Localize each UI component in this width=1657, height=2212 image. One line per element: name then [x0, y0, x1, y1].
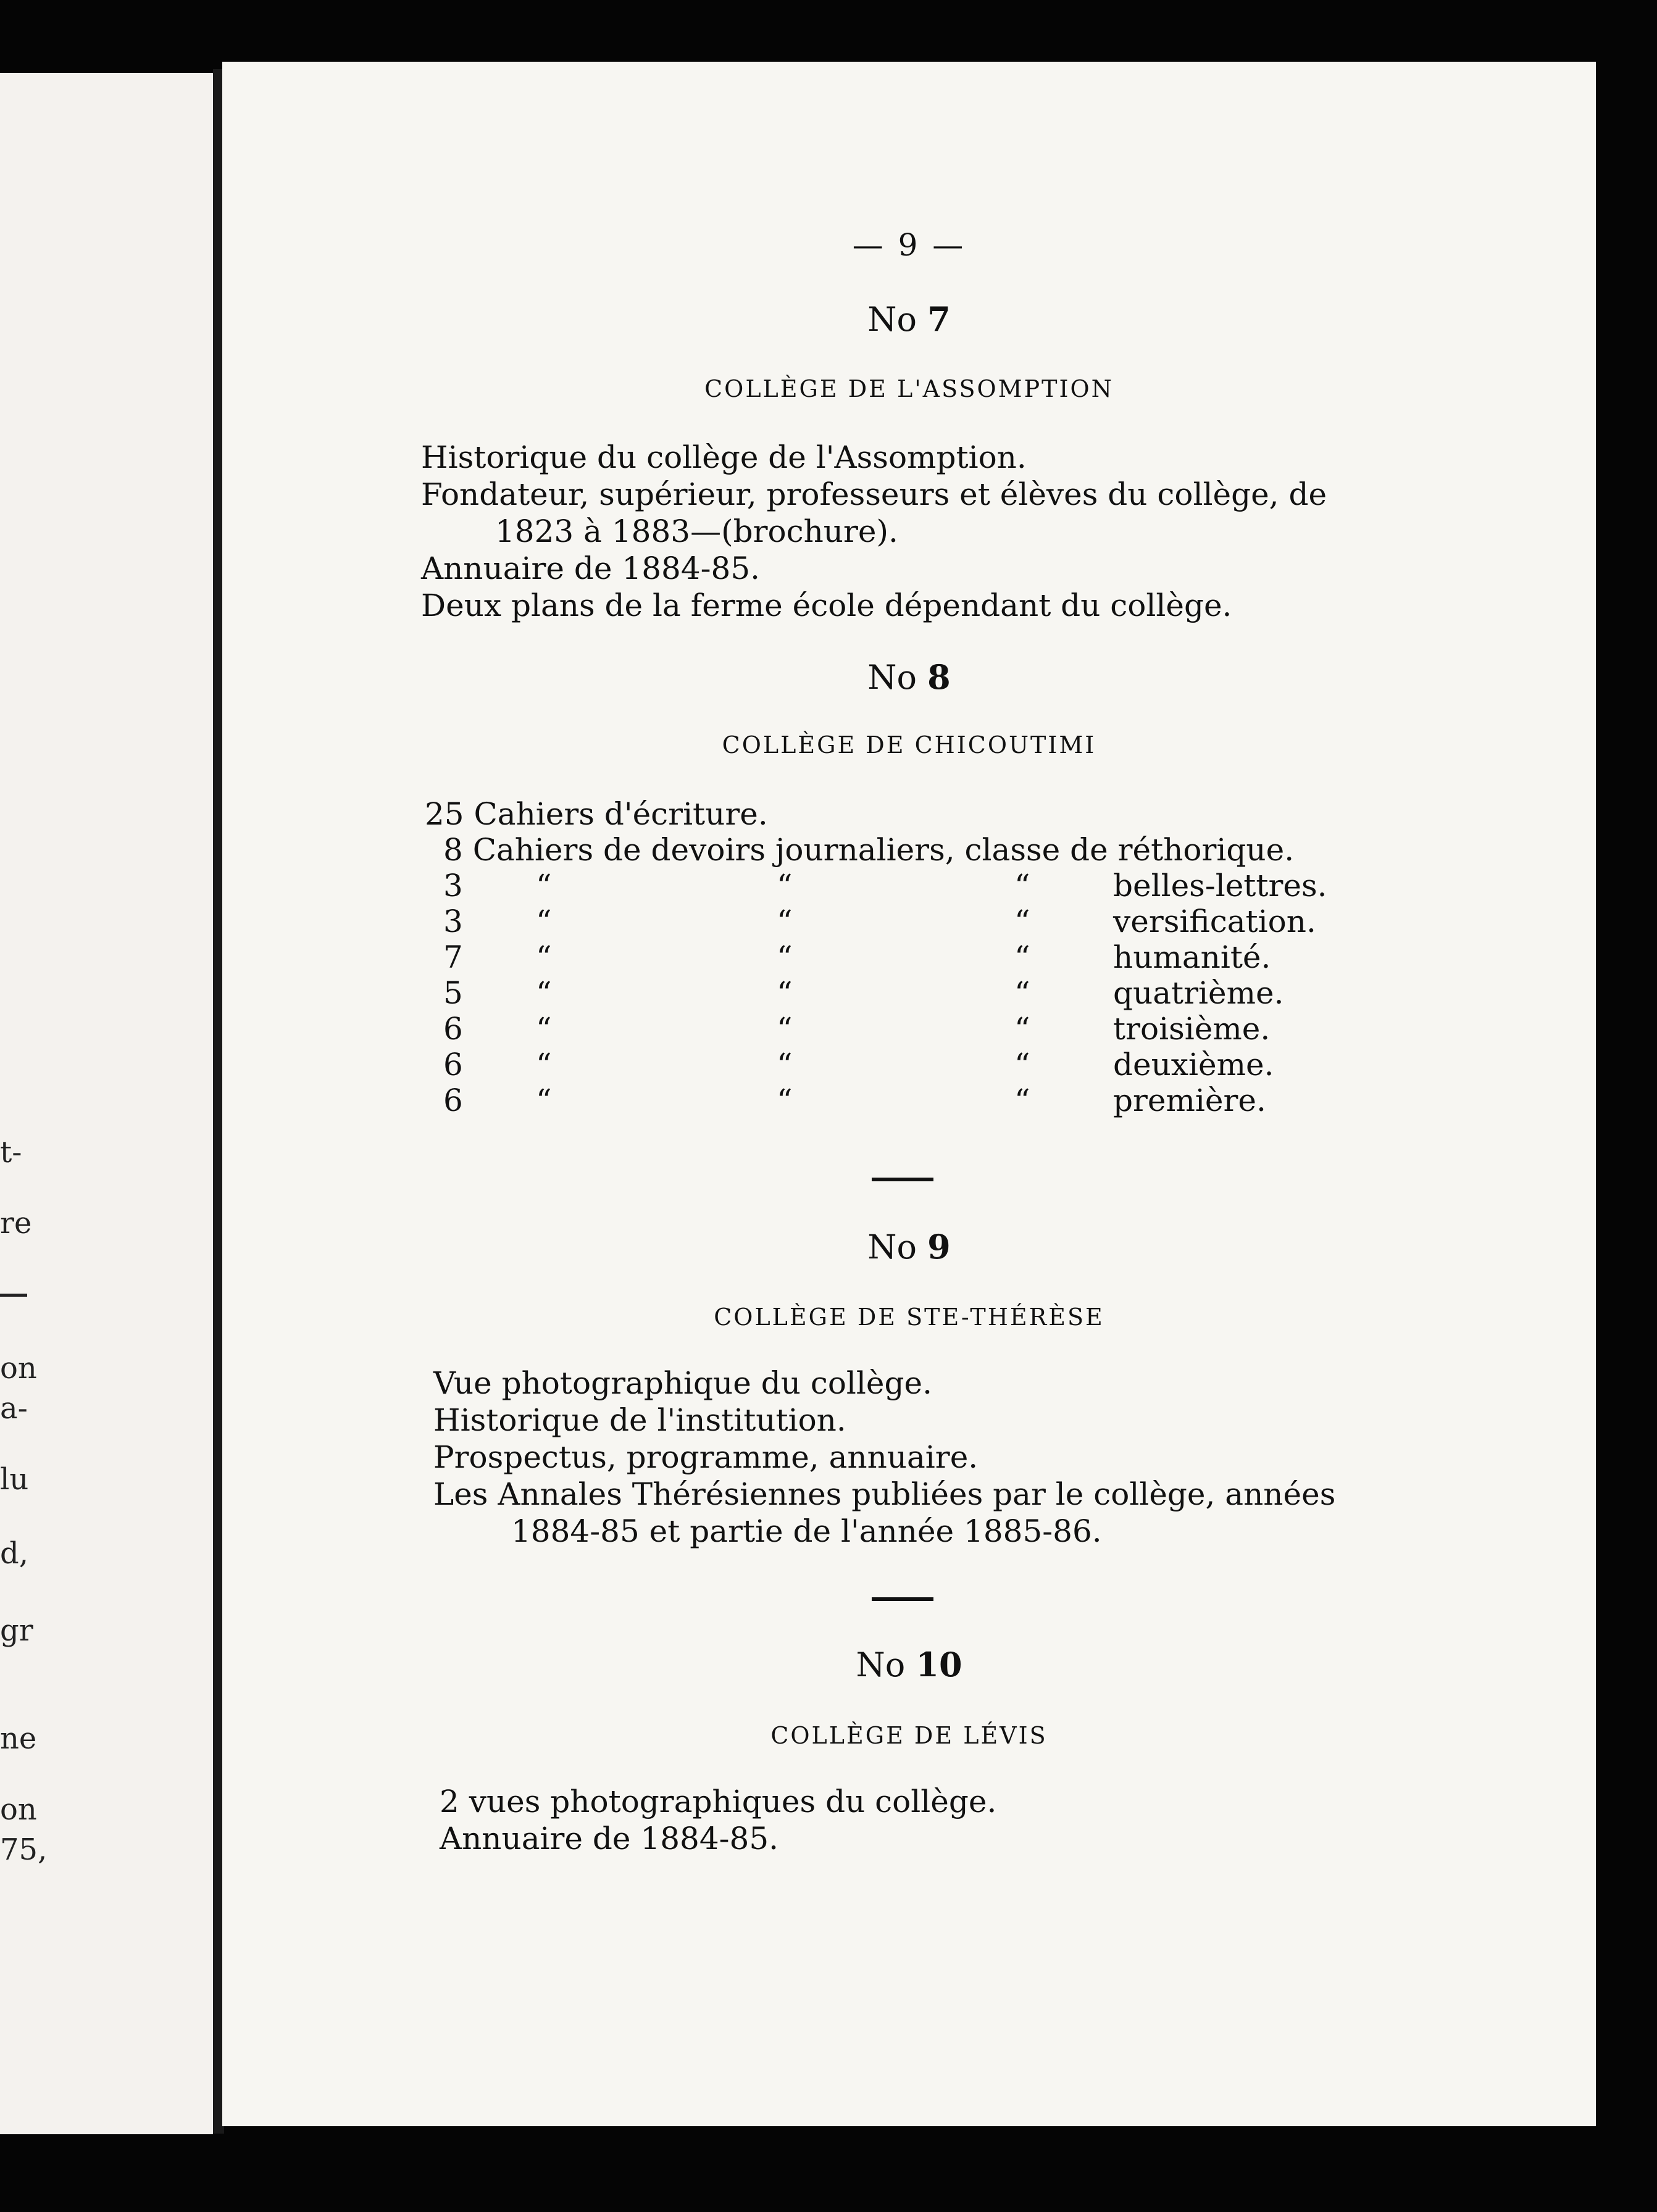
section-no-value: 8 — [927, 657, 951, 697]
left-page-fragment: d, — [0, 1536, 28, 1571]
list-item: Les Annales Thérésiennes publiées par le collège, années — [433, 1476, 1336, 1512]
left-page-fragment: t- — [0, 1135, 22, 1170]
ditto-mark: “ — [777, 1083, 793, 1118]
table-class: quatrième. — [1113, 975, 1284, 1011]
table-count: 7 — [443, 939, 463, 975]
document-page — [222, 62, 1596, 2126]
left-facing-page — [0, 73, 213, 2134]
left-page-fragment: gr — [0, 1613, 33, 1648]
list-item-continuation: 1823 à 1883—(brochure). — [495, 514, 898, 549]
ditto-mark: “ — [1014, 1011, 1030, 1047]
left-page-fragment: a- — [0, 1391, 28, 1426]
ditto-mark: “ — [777, 1011, 793, 1047]
table-count: 3 — [443, 868, 463, 904]
college-heading: COLLÈGE DE L'ASSOMPTION — [704, 375, 1114, 402]
ditto-mark: “ — [1014, 1047, 1030, 1083]
section-no-prefix: No — [867, 300, 917, 339]
ditto-mark: “ — [536, 939, 552, 975]
ditto-mark: “ — [1014, 868, 1030, 904]
section-no-value: 7 — [927, 299, 951, 339]
left-page-rule — [0, 1294, 27, 1297]
left-page-fragment: on — [0, 1351, 37, 1386]
list-item: Deux plans de la ferme école dépendant du collège. — [421, 588, 1232, 623]
list-item: Fondateur, supérieur, professeurs et élèves du collège, de — [421, 476, 1327, 512]
list-item: Historique du collège de l'Assomption. — [421, 439, 1027, 475]
ditto-mark: “ — [1014, 1083, 1030, 1118]
ditto-mark: “ — [536, 904, 552, 939]
table-count: 5 — [443, 975, 463, 1011]
table-count: 6 — [443, 1011, 463, 1047]
college-heading: COLLÈGE DE CHICOUTIMI — [722, 731, 1096, 759]
list-item: Annuaire de 1884-85. — [421, 551, 761, 586]
ditto-mark: “ — [536, 1083, 552, 1118]
ditto-mark: “ — [536, 1047, 552, 1083]
section-no-prefix: No — [867, 1228, 917, 1266]
list-item: Prospectus, programme, annuaire. — [433, 1439, 979, 1475]
ditto-mark: “ — [777, 939, 793, 975]
section-number-9 — [222, 1227, 1596, 1266]
table-class: deuxième. — [1113, 1047, 1274, 1083]
list-item: Annuaire de 1884-85. — [440, 1821, 779, 1856]
ditto-mark: “ — [1014, 939, 1030, 975]
ditto-mark: “ — [777, 868, 793, 904]
left-page-fragment: on — [0, 1792, 37, 1827]
table-count: 3 — [443, 904, 463, 939]
ditto-mark: “ — [777, 904, 793, 939]
list-item: 2 vues photographiques du collège. — [440, 1784, 997, 1819]
section-divider — [872, 1597, 933, 1601]
section-no-value: 10 — [916, 1645, 962, 1684]
table-class: première. — [1113, 1083, 1266, 1118]
table-class: humanité. — [1113, 939, 1271, 975]
ditto-mark: “ — [536, 1011, 552, 1047]
section-number-10 — [222, 1645, 1596, 1684]
list-item: 8 Cahiers de devoirs journaliers, classe de réthorique. — [443, 832, 1295, 868]
section-no-prefix: No — [867, 658, 917, 697]
ditto-mark: “ — [536, 868, 552, 904]
page-number: — 9 — — [852, 227, 966, 263]
left-page-fragment: 75, — [0, 1832, 48, 1867]
section-no-prefix: No — [856, 1645, 906, 1684]
college-heading: COLLÈGE DE STE-THÉRÈSE — [714, 1304, 1104, 1331]
ditto-mark: “ — [777, 975, 793, 1011]
left-page-fragment: ne — [0, 1721, 37, 1756]
list-item: 25 Cahiers d'écriture. — [425, 796, 768, 832]
section-no-value: 9 — [927, 1227, 951, 1266]
table-count: 6 — [443, 1047, 463, 1083]
list-item-continuation: 1884-85 et partie de l'année 1885-86. — [511, 1513, 1102, 1549]
ditto-mark: “ — [1014, 904, 1030, 939]
list-item: Vue photographique du collège. — [433, 1365, 932, 1401]
ditto-mark: “ — [777, 1047, 793, 1083]
left-page-fragment: lu — [0, 1462, 29, 1497]
table-class: troisième. — [1113, 1011, 1271, 1047]
table-count: 6 — [443, 1083, 463, 1118]
ditto-mark: “ — [536, 975, 552, 1011]
section-number-8 — [222, 657, 1596, 697]
table-class: versification. — [1113, 904, 1316, 939]
table-class: belles-lettres. — [1113, 868, 1327, 904]
left-page-fragment: re — [0, 1206, 32, 1241]
section-number-7 — [222, 299, 1596, 339]
section-divider — [872, 1178, 933, 1181]
ditto-mark: “ — [1014, 975, 1030, 1011]
college-heading: COLLÈGE DE LÉVIS — [770, 1722, 1048, 1749]
list-item: Historique de l'institution. — [433, 1402, 846, 1438]
